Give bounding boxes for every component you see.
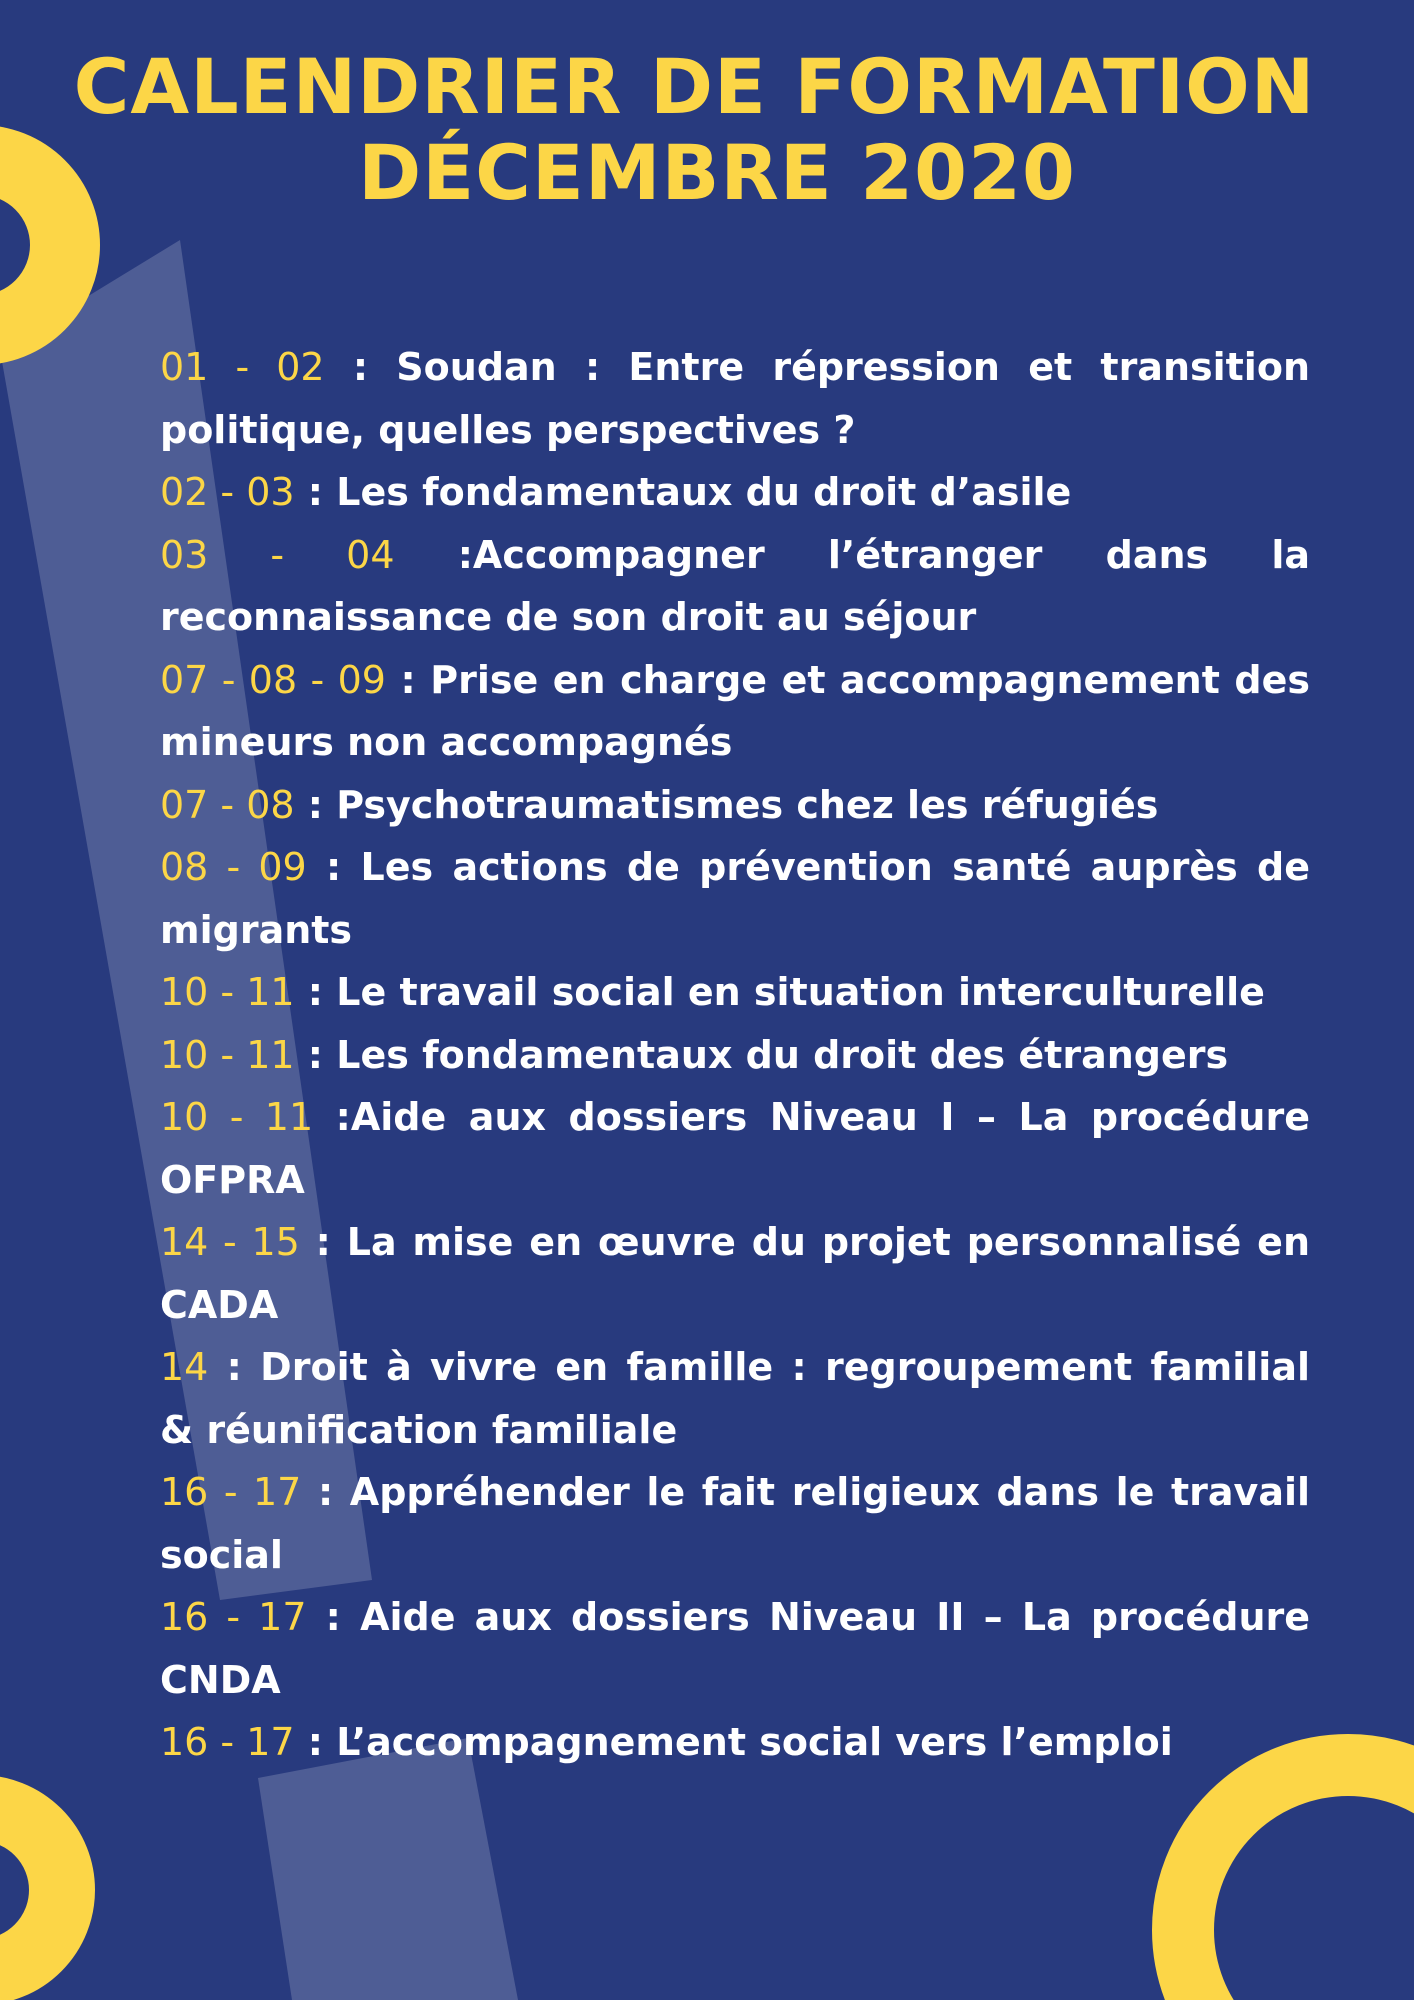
list-item <box>160 649 1310 774</box>
entry-dates: 16 - 17 <box>160 1595 307 1639</box>
entry-dates: 14 - 15 <box>160 1220 300 1264</box>
entry-title: : Psychotraumatismes chez les réfugiés <box>294 782 1159 827</box>
entry-title: :Accompagner l’étranger dans la reconnaissance de son droit au séjour <box>160 532 1310 639</box>
entry-dates: 10 - 11 <box>160 1095 314 1139</box>
entry-title: : Les fondamentaux du droit d’asile <box>294 470 1072 514</box>
entry-title: : L’accompagnement social vers l’emploi <box>294 1720 1173 1764</box>
entry-title: :Aide aux dossiers Niveau I – La procédure OFPRA <box>160 1095 1310 1202</box>
entry-dates: 14 <box>160 1345 209 1389</box>
entry-dates: 03 - 04 <box>160 532 395 577</box>
entry-title: : Le travail social en situation interculturelle <box>294 970 1265 1014</box>
list-item <box>160 774 1310 837</box>
ring-bottom-right <box>1183 1765 1414 2000</box>
entry-dates: 10 - 11 <box>160 970 295 1014</box>
entry-dates: 10 - 11 <box>160 1032 295 1077</box>
training-schedule-list <box>160 336 1310 1774</box>
entry-dates: 16 - 17 <box>160 1720 295 1764</box>
entry-dates: 07 - 08 <box>160 782 295 827</box>
entry-title: : Aide aux dossiers Niveau II – La procédure CNDA <box>160 1595 1311 1702</box>
entry-dates: 08 - 09 <box>160 845 307 889</box>
list-item <box>160 1211 1310 1336</box>
entry-title: : Droit à vivre en famille : regroupement familial & réunification familiale <box>160 1345 1310 1452</box>
list-item <box>160 1711 1310 1774</box>
list-item <box>160 524 1310 649</box>
list-item <box>160 1086 1310 1211</box>
list-item <box>160 336 1310 461</box>
entry-title: : La mise en œuvre du projet personnalisé en CADA <box>160 1220 1311 1327</box>
title-line-1: CALENDRIER DE FORMATION <box>73 42 1316 131</box>
entry-title: : Appréhender le fait religieux dans le travail social <box>160 1470 1311 1577</box>
list-item <box>160 1461 1310 1586</box>
entry-dates: 07 - 08 - 09 <box>160 657 386 702</box>
ring-bottom-left <box>0 1808 62 1972</box>
list-item <box>160 1336 1310 1461</box>
list-item <box>160 836 1310 961</box>
diagonal-bar-lower <box>258 1738 518 2000</box>
entry-title: : Soudan : Entre répression et transition politique, quelles perspectives ? <box>160 345 1310 452</box>
entry-dates: 16 - 17 <box>160 1470 302 1514</box>
page-title <box>0 44 1414 216</box>
entry-dates: 01 - 02 <box>160 345 325 389</box>
entry-title: : Les fondamentaux du droit des étrangers <box>294 1032 1229 1077</box>
list-item <box>160 1024 1310 1087</box>
list-item <box>160 461 1310 524</box>
entry-title: : Les actions de prévention santé auprès de migrants <box>160 845 1310 952</box>
list-item <box>160 1586 1310 1711</box>
title-line-2: DÉCEMBRE 2020 <box>358 128 1076 217</box>
entry-title: : Prise en charge et accompagnement des mineurs non accompagnés <box>160 657 1310 764</box>
entry-dates: 02 - 03 <box>160 470 295 514</box>
list-item <box>160 961 1310 1024</box>
